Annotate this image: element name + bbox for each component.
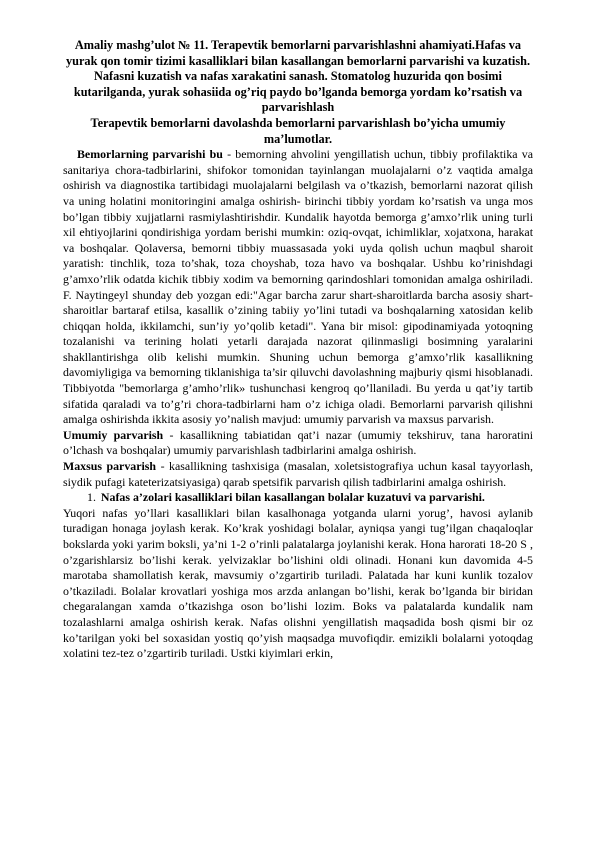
general-care-paragraph <box>63 428 533 459</box>
care-definition-term: Bemorlarning parvarishi bu <box>77 147 223 162</box>
section-subtitle: Terapevtik bemorlarni davolashda bemorlarni parvarishlash bo’yicha umumiy ma’lumotlar. <box>90 115 506 146</box>
list-number: 1. <box>87 490 96 505</box>
respiratory-care-paragraph: Yuqori nafas yo’llari kasalliklari bilan kasalhonaga yotganda ularni yorug’, havosi aylanib turadigan honaga joylash kerak. Ko’krak yoshidagi bolalar, ayniqsa yangi tug’ilgan chaqaloqlar bokslarda yoki yarim boksli, ya’ni 1-2 o’rinli palatalarga joylanishi kerak. Hona harorati 18-20 S , o’zgarishlarsiz bo’lishi kerak. yelvizaklar bo’lishini oldi olinadi. Honani kun davomida 4-5 marotaba shamollatish kerak, mavsumiy o’zgartirib turiladi. Palatada har kuni kunlik tozalov o’tkaziladi. Bolalar krovatlari yoshiga mos arzda anlangan bo’lishi, kerak bo’lganda bir biridan chegaralangan xamda o’tkazishga oson bo’lishi lozim. Boks va palatalarda kundalik nam tozalashlarni amalga oshirish kerak. Nafas olishni yengillatish maqsadida bosh qismi bir oz ko’tarilgan yoki bel soxasidan yostiq qo’yish maqsadga muvofiqdir. emizikli bolalarni yotoqdag xolatini tez-tez o’zgartirib turiladi. Ustki kiyimlari erkin, <box>63 505 533 661</box>
list-heading-text: Nafas a’zolari kasalliklari bilan kasallangan bolalar kuzatuvi va parvarishi. <box>100 490 485 505</box>
document-title: Amaliy mashg’ulot № 11. Terapevtik bemorlarni parvarishlashni ahamiyati.Hafas va yurak qon tomir tizimi kasalliklari bilan kasallangan bemorlarni parvarishi va kuzatish. Nafasni kuzatish va nafas xarakatini sanash. Stomatolog huzurida qon bosimi kutarilganda, yurak sohasiida og’riq paydo bo’lganda bemorga yordam ko’rsatish va parvarishlash <box>65 38 531 115</box>
care-definition-paragraph <box>63 147 533 428</box>
special-care-paragraph <box>63 459 533 490</box>
special-care-text: - kasallikning tashxisiga (masalan, xoletsistografiya uchun kasal tayyorlash, siydik pufagi kateterizatsiyasiga) qarab spetsifik parvarish qilish tadbirlarini amalga oshirish. <box>63 459 533 489</box>
general-care-term: Umumiy parvarish <box>63 427 164 442</box>
special-care-term: Maxsus parvarish <box>63 459 157 474</box>
numbered-section-heading <box>63 490 533 506</box>
general-care-text: - kasallikning tabiatidan qat’i nazar (umumiy tekshiruv, tana haroratini o’lchash va boshqalar) umumiy parvarishlash tadbirlarini amalga oshirish. <box>63 427 533 458</box>
care-definition-text: - bemorning ahvolini yengillatish uchun, tibbiy profilaktika va sanitariya chora-tadbirlarini, shifokor tomonidan tayinlangan muolajalarni o’z vaqtida amalga oshirish va diagnostika tartibidagi muolajalarni belgilash va o’tkazish, bemorlarni nazorat qilish va uning holatini monitoringini amalga oshirish- birinchi tibbiy yordam ko’rsatish va unga mos bo’lgan tibbiy xujjatlarni rasmiylashtirishdir. Kundalik hayotda bemorga g’amxo’rlik uning turli xil ehtiyojlarini qondirishiga yordam berishi mumkin: oziq-ovqat, ichimliklar, xojatxona, harakat va boshqalar. Qolaversa, bemorni tibbiy muassasada yoki uyda qolish uchun maqbul sharoit yaratish: tinchlik, toza to’shak, toza choyshab, toza havo va boshqalar. Ushbu ko’rinishdagi g’amxo’rlik odatda kichik tibbiy xodim va bemorning qarindoshlari tomonidan amalga oshiriladi. F. Naytingeyl shunday deb yozgan edi:"Agar barcha zarur shart-sharoitlarda barcha asosiy shart-sharoitlar bartaraf etilsa, kasallik o’zining tabiiy yo’lini tutadi va boshqalarning xatosidan kelib chiqqan holda, ikkilamchi, sun’iy yo’qolib ketadi". Yana bir misol: gipodinamiyada yotoqning tozalanishi va terining holati yetarli darajada nazorat qilinmasligi bosimning yaralarini shakllantirishga olib kelishi mumkin. Shuning uchun bemorga g’amxo’rlik kasallikning davomiyligiga va bemorning tiklanishiga ta’sir qiluvchi davolashning majburiy qismi hisoblanadi. Tibbiyotda "bemorlarga g’amho’rlik» tushunchasi kengroq qo’llaniladi. Bu yerda u qat’iy tartib sifatida qaraladi va to’g’ri chora-tadbirlarni ham o’z ichiga oladi. Bemorlarni parvarish qilishni amalga oshirishda ikkita asosiy yo’nalish mavjud: umumiy parvarish va maxsus parvarish. <box>63 147 533 427</box>
